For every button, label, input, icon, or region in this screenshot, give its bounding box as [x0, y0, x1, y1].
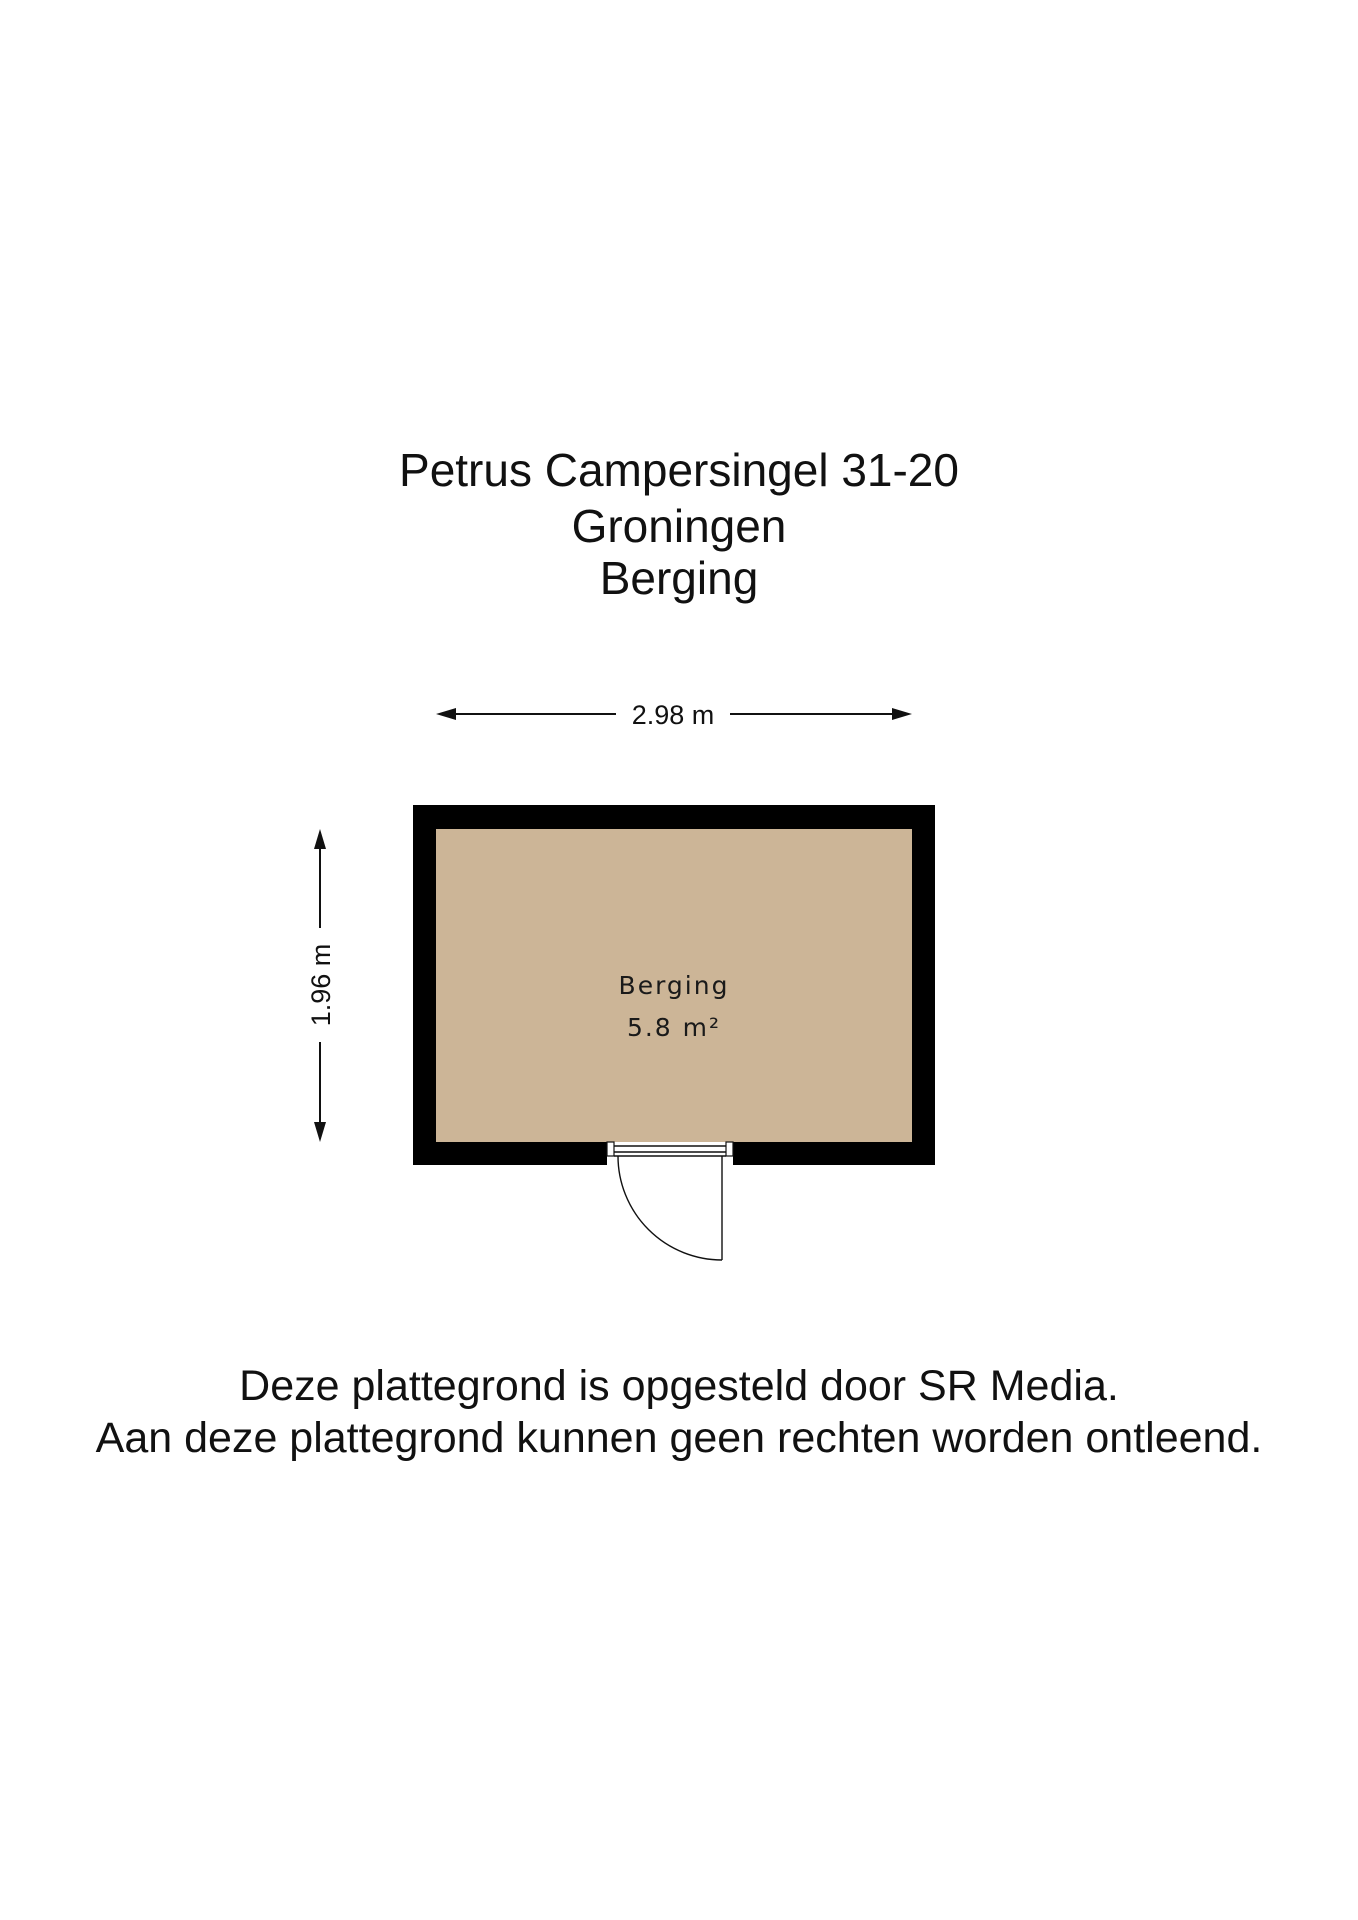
- door-swing-arc: [618, 1156, 722, 1260]
- disclaimer: [96, 1362, 1263, 1462]
- room-area: 5.8 m²: [626, 1013, 722, 1042]
- height-dimension-label: 1.96 m: [306, 943, 336, 1027]
- width-dimension-label: 2.98 m: [631, 700, 715, 730]
- width-dimension: [436, 700, 912, 730]
- disclaimer-line-1: Deze plattegrond is opgesteld door SR Media.: [239, 1362, 1119, 1410]
- door-swing: [618, 1156, 722, 1260]
- door-frame-left: [607, 1142, 614, 1156]
- arrow-down-icon: [314, 1122, 326, 1142]
- room-name: Berging: [618, 971, 730, 1000]
- disclaimer-line-2: Aan deze plattegrond kunnen geen rechten worden ontleend.: [95, 1414, 1263, 1462]
- arrow-right-icon: [892, 708, 912, 720]
- door-frame-right: [726, 1142, 733, 1156]
- door-opening: [607, 1142, 733, 1166]
- height-dimension: [306, 829, 336, 1142]
- arrow-up-icon: [314, 829, 326, 849]
- arrow-left-icon: [436, 708, 456, 720]
- room-berging: [413, 805, 935, 1260]
- title-address: Petrus Campersingel 31-20: [399, 444, 959, 496]
- title-floor: Berging: [599, 552, 759, 604]
- title-block: [399, 444, 959, 604]
- title-city: Groningen: [571, 500, 787, 552]
